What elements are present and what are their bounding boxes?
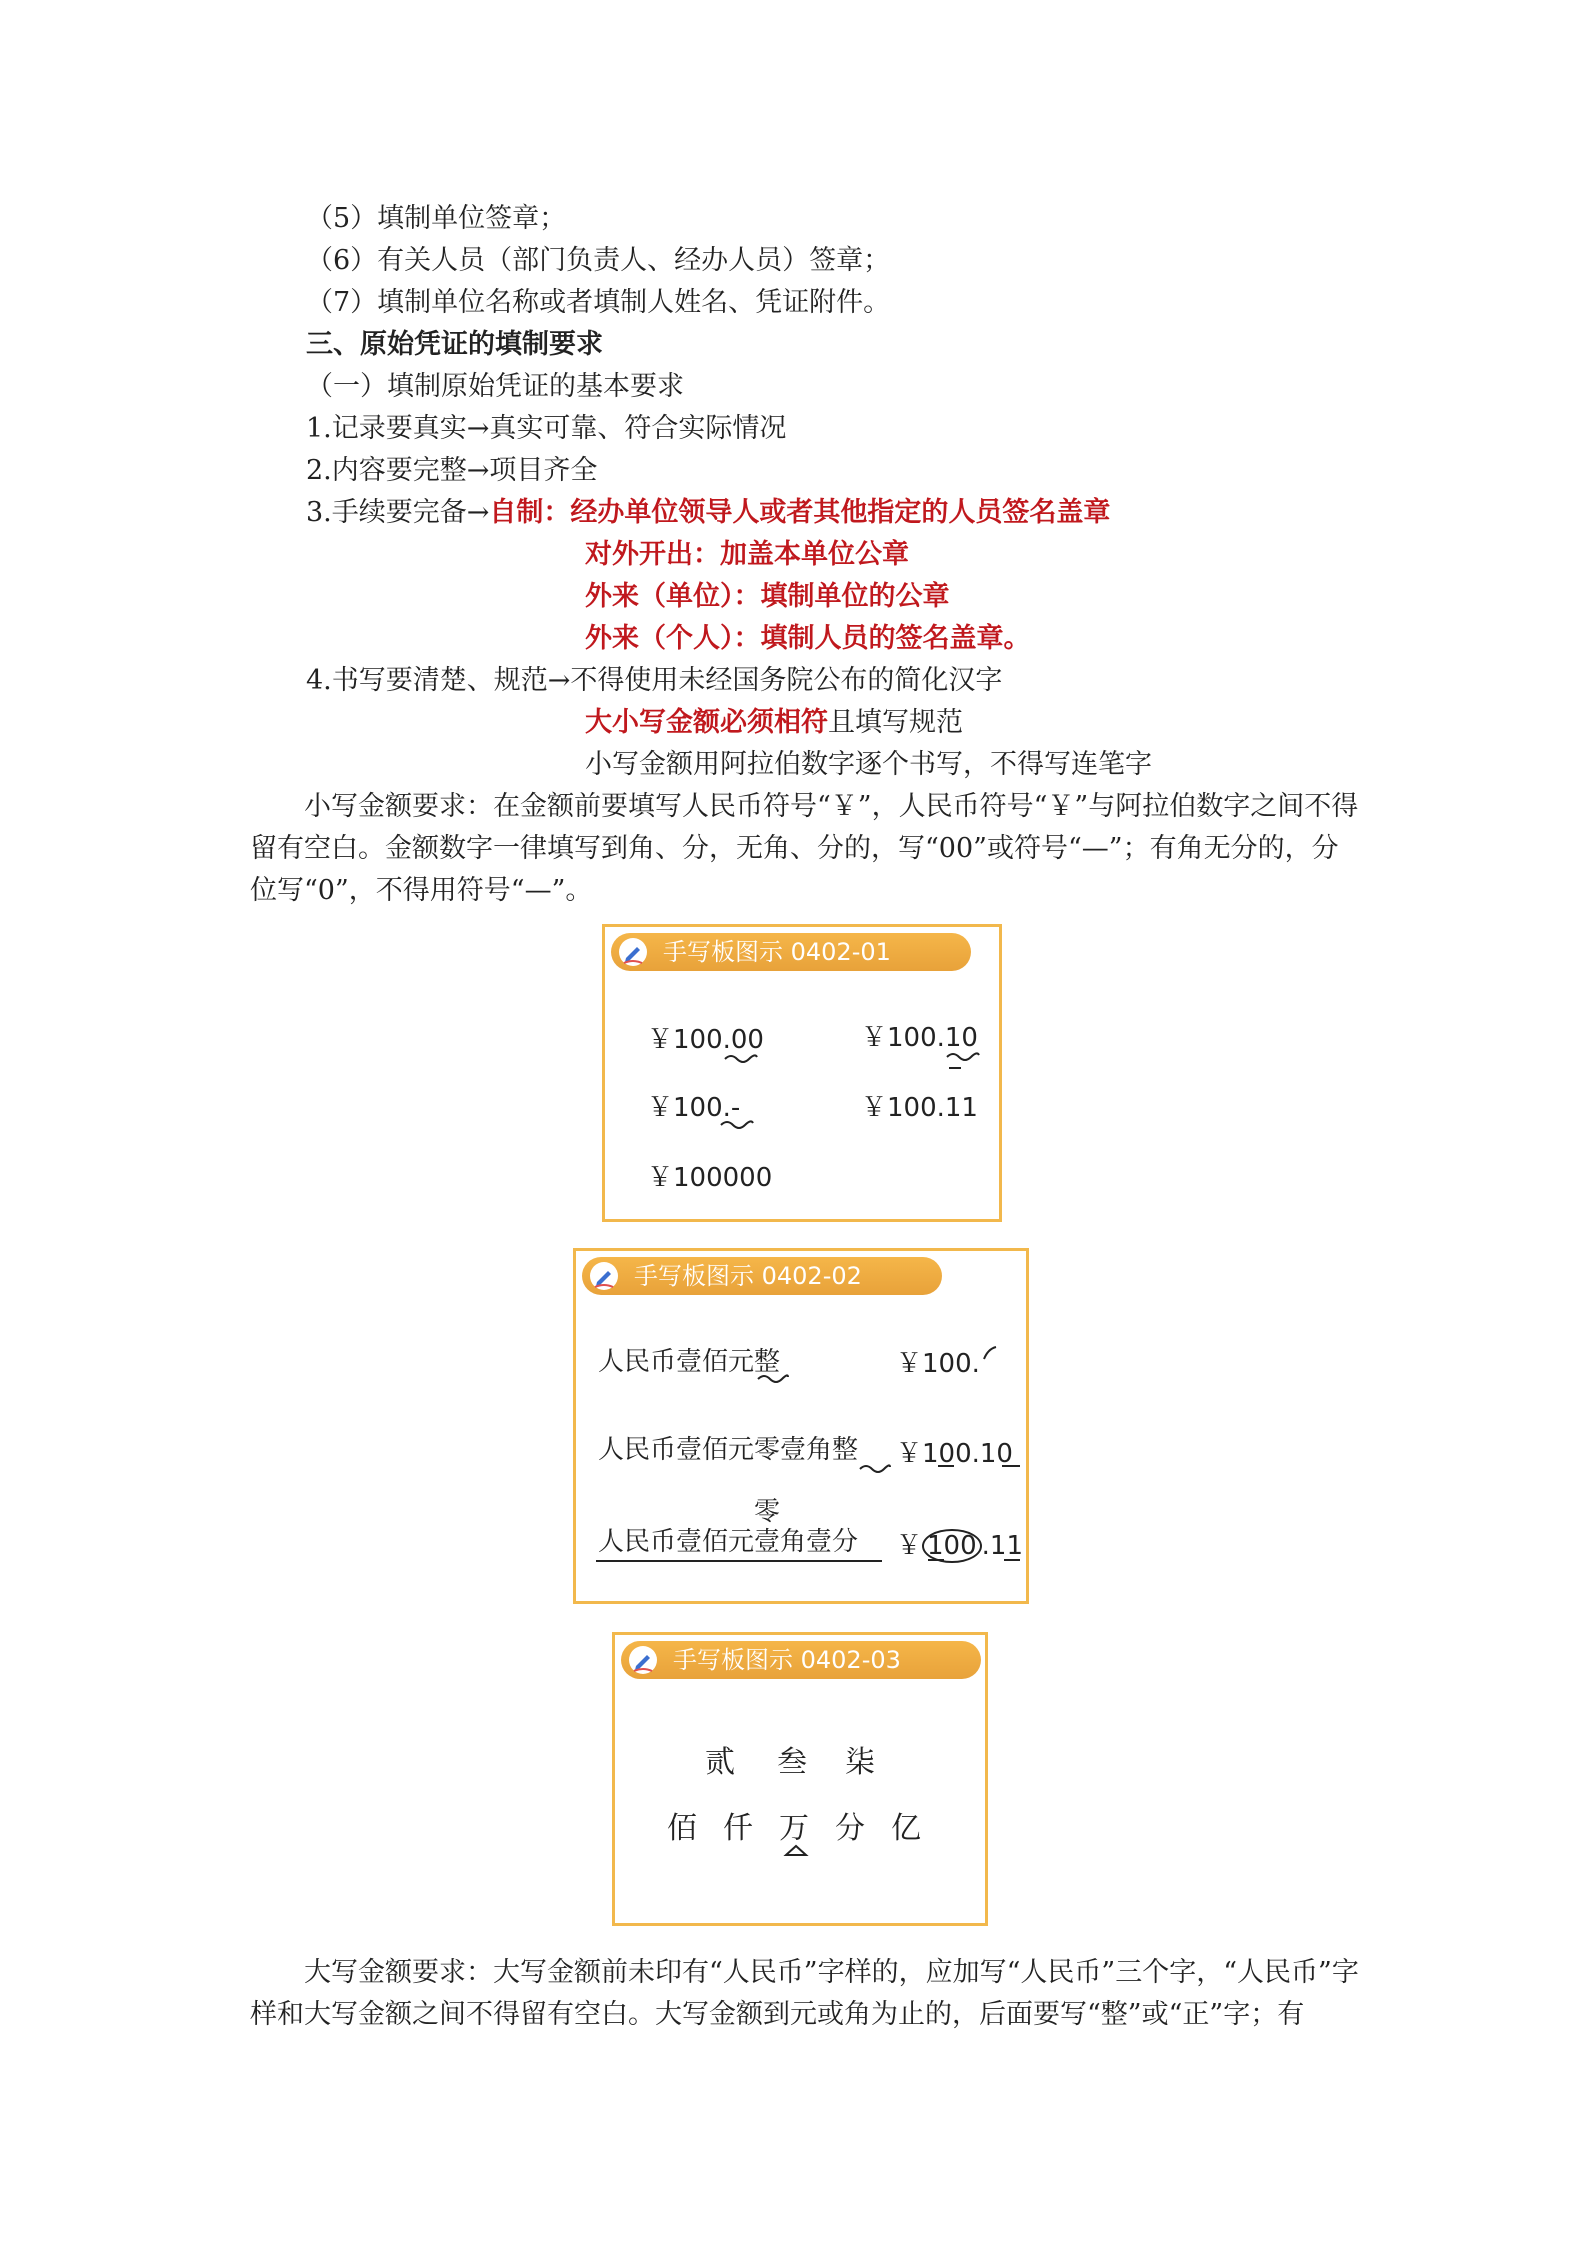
panel-1-title: 手写板图示 0402-01	[663, 938, 891, 966]
circled-digits: 100	[922, 1529, 982, 1563]
subsection-heading-1: （一）填制原始凭证的基本要求	[306, 371, 684, 402]
section-heading-3: 三、原始凭证的填制要求	[306, 329, 603, 360]
requirement-4-red: 大小写金额必须相符	[585, 707, 828, 738]
pencil-icon	[629, 1646, 657, 1674]
lowercase-row-1: ￥100.	[896, 1349, 980, 1379]
char-yi: 亿	[891, 1811, 921, 1846]
item-5: （5）填制单位签章；	[306, 203, 567, 234]
handwriting-panel-1	[602, 924, 1002, 1222]
stroke-mark	[980, 1343, 1000, 1363]
requirement-2: 2.内容要完整→项目齐全	[306, 455, 598, 486]
small-amount-paragraph	[250, 786, 1360, 912]
underline-mark	[926, 1557, 1026, 1563]
requirement-1: 1.记录要真实→真实可靠、符合实际情况	[306, 413, 787, 444]
uppercase-row-2: 人民币壹佰元零壹角整	[598, 1435, 859, 1465]
requirement-4: 4.书写要清楚、规范→不得使用未经国务院公布的简化汉字	[306, 665, 1003, 696]
handwriting-panel-3	[612, 1632, 988, 1926]
item-6: （6）有关人员（部门负责人、经办人员）签章；	[306, 245, 891, 276]
panel-3-title: 手写板图示 0402-03	[673, 1646, 901, 1674]
underline-mark	[594, 1557, 884, 1565]
requirement-4-arabic: 小写金额用阿拉伯数字逐个书写，不得写连笔字	[585, 749, 1152, 780]
large-amount-text: 大写金额要求：大写金额前未印有“人民币”字样的，应加写“人民币”三个字，“人民币”字样和大写金额之间不得留有空白。大写金额到元或角为止的，后面要写“整”或“正”字；有	[250, 1957, 1359, 2030]
decimal-part: .11	[981, 1531, 1024, 1561]
requirement-3-external-out: 对外开出：加盖本单位公章	[585, 539, 909, 570]
small-amount-text: 小写金额要求：在金额前要填写人民币符号“￥”，人民币符号“￥”与阿拉伯数字之间不得留有空白。金额数字一律填写到角、分，无角、分的，写“00”或符号“—”；有角无分的，分位写“0”，不得用符号“—”。	[250, 791, 1359, 906]
char-qian: 仟	[723, 1811, 753, 1846]
large-amount-paragraph	[250, 1952, 1360, 2036]
pencil-icon	[590, 1262, 618, 1290]
item-7: （7）填制单位名称或者填制人姓名、凭证附件。	[306, 287, 891, 318]
requirement-4-amount-match	[585, 704, 963, 742]
char-qi: 柒	[845, 1745, 875, 1780]
squiggle-mark	[945, 1049, 981, 1061]
squiggle-mark	[756, 1371, 790, 1383]
handwriting-panel-2	[573, 1248, 1029, 1604]
panel-2-title-bar	[582, 1257, 942, 1295]
char-fen: 分	[835, 1811, 865, 1846]
uppercase-row-3: 人民币壹佰元壹角壹分	[598, 1527, 859, 1557]
amount-100-dash: ￥100.-	[647, 1093, 741, 1123]
panel-2-title: 手写板图示 0402-02	[634, 1262, 862, 1290]
pencil-icon	[619, 938, 647, 966]
requirement-3-external-person: 外来（个人）：填制人员的签名盖章。	[585, 623, 1031, 654]
lowercase-row-2: ￥100.10	[896, 1439, 1013, 1469]
char-wan: 万	[779, 1811, 809, 1846]
squiggle-mark	[858, 1461, 892, 1473]
amount-100-10: ￥100.10	[861, 1023, 978, 1053]
yuan-symbol: ￥	[896, 1531, 923, 1561]
requirement-4-rest: 且填写规范	[828, 707, 963, 738]
panel-3-title-bar	[621, 1641, 981, 1679]
inserted-char: 零	[754, 1497, 781, 1527]
panel-1-title-bar	[611, 933, 971, 971]
char-er: 贰	[705, 1745, 735, 1780]
squiggle-mark	[719, 1117, 755, 1129]
underline-mark	[945, 1065, 965, 1071]
underline-mark	[936, 1463, 1026, 1469]
requirement-3	[306, 494, 1110, 532]
squiggle-mark	[723, 1051, 759, 1063]
amount-100-11: ￥100.11	[861, 1093, 978, 1123]
uppercase-row-1: 人民币壹佰元整	[598, 1347, 781, 1377]
caret-mark	[783, 1843, 809, 1857]
requirement-3-prefix: 3.手续要完备→	[306, 497, 490, 528]
requirement-3-external-unit: 外来（单位）：填制单位的公章	[585, 581, 950, 612]
char-bai: 佰	[667, 1811, 697, 1846]
requirement-3-self-made: 自制：经办单位领导人或者其他指定的人员签名盖章	[489, 497, 1111, 528]
amount-100000: ￥100000	[647, 1163, 773, 1193]
amount-100-00: ￥100.00	[647, 1025, 764, 1055]
char-san: 叁	[777, 1745, 807, 1780]
